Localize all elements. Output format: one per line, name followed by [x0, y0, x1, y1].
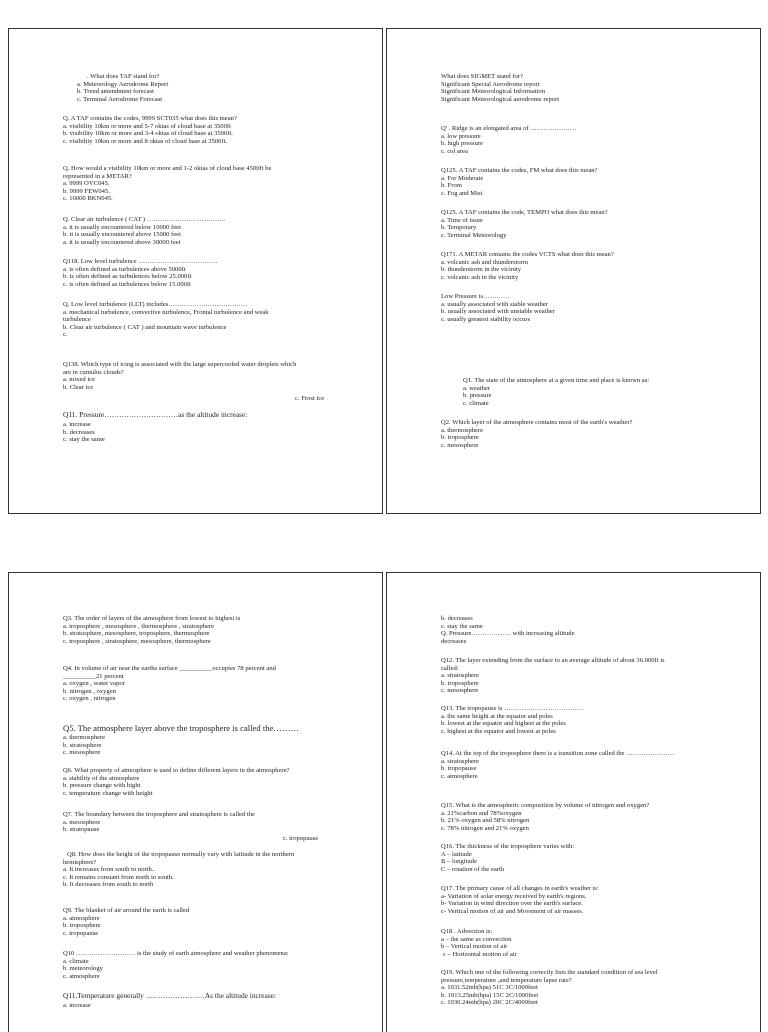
document-page-1: [8, 28, 383, 514]
q7-boundary: Q7. The boundary between the troposphere and stratosphere is called the a. mesosphere b. stratopause: [63, 811, 255, 834]
q5-options: a. thermosphere b. stratosphere c. mesosphere: [63, 734, 106, 757]
q3-layer-order: Q3. The order of layers of the atmosphere from lowest to highest is a. troposphere , mesosphere , thermosphere , stratosphere b. stratosphere, mesosphere, troposphere, thermosphere c. troposphere , stratosphere, mesosphere, thermosphere: [63, 615, 241, 645]
q7-option-c: c. tropopause: [283, 835, 319, 842]
q12-troposphere-layer: Q12. The layer extending from the surface to an average altitude of about 36.000ft is called: a. stratosphere b. troposphere c. mesosphere: [441, 657, 665, 695]
q-low-pressure: Low Pressure is………… a. usually associated with stable weather b. usually associated with unstable weather c. usually greatest stability occurs: [441, 293, 555, 323]
q16-thickness: Q16. The thickness of the troposphere varies with: A – latitude B – longitude C – rotation of the earth: [441, 843, 575, 873]
q11-options: a. increase b. decreases c. stay the same: [63, 421, 105, 444]
document-page-4: [386, 572, 761, 1032]
q6-layer-property: Q6. What property of atmosphere is used to define different layers in the atmosphere? a. stability of the atmosphere b. pressure change with hight c. temperature change with height: [63, 767, 290, 797]
q-metar-visibility: Q. How would a visibility 10km or more and 1-2 oktas of cloud base 4500ft be represented in a METAR? a. 9999 OVC045. b. 9999 FEW045. c. 10000 BKN045.: [63, 165, 272, 203]
q-sigmet-meaning: What does SIGMET stand for? Significant Special Aerodrome report Significant Meteorological Information Significant Meteorological aerodrome report: [441, 73, 560, 103]
q125-tempo: Q125. A TAF contains the code, TEMPO what does this mean? a. Time of issue b. Temporary c. Terminal Meteorology: [441, 209, 608, 239]
q11-temperature-options: a. increase: [63, 1002, 91, 1009]
q-clear-air-turbulence: Q. Clear air turbulence ( CAT ) ……………………………… a. it is usually encountered below 10000 feet b. it is usually encountered above 15000 feet a. it is usually encountered above 30000 feet: [63, 216, 226, 246]
q15-composition: Q15. What is the atmospheric composition by volume of nitrogen and oxygen? a. 21%carbon and 78%oxygen b. 21% oxygen and 58% nitrogen c. 78% nitrogen and 21% oxygen: [441, 802, 650, 832]
q-pressure-altitude: b. decreases c. stay the same Q. Pressure……………… with increasing altitude decreases: [441, 615, 575, 645]
q125-fm: Q125. A TAF contains the codes, FM what does this mean? a. For Moderate b. From c. Fog and Mist: [441, 167, 598, 197]
q2-weather-layer: Q2. Which layer of the atmosphere contains most of the earth's weather? a. thermosphere b. troposphere c. mesosphere: [441, 419, 633, 449]
q-taf-sct035: Q. A TAF contains the codes, 9999 SCT035 what does this mean? a. visibility 10km or more and 5-7 oktas of cloud base at 3500ft b. visibility 10km or more and 3-4 oktas of cloud base at 3500ft. c. visibility 10km or more and 8 oktas of cloud base at 3500ft.: [63, 115, 237, 145]
document-page-3: [8, 572, 383, 1032]
document-page-2: [386, 28, 761, 514]
q-taf-meaning: . What does TAF stand for? a. Meteorology Aerodrome Report b. Trend amendment forecast c. Terminal Aerodrome Forecast: [77, 73, 169, 103]
q1-state-of-atmosphere: Q1. The state of the atmosphere at a given time and place is known as: a. weather b. pressure c. climate: [463, 377, 650, 407]
q138-option-c: c. Frost ice: [295, 395, 325, 402]
q13-tropopause: Q13. The tropopause is ……………………………… a. the same height at the equator and poles b. lowest at the equator and highest at the poles c. highest at the equator and lowest at poles: [441, 705, 584, 735]
q138-icing: Q138. Which type of icing is associated with the large supercooled water droplets which are in cumulus clouds? a. mixed ice b. Clear ice: [63, 361, 297, 391]
q171-vcts: Q171. A METAR contains the codes VCTS what does this mean? a. volcanic ash and thunderstorm b. thunderstorm in the vicinity c. volcanic ash in the vicinity: [441, 251, 614, 281]
q9-blanket-of-air: Q9. The blanket of air around the earth is called a. atmosphere b. troposphere c. tropopause: [63, 907, 190, 937]
q-ridge: Q' . Ridge is an elongated area of ………………… a. low pressure b. high pressure c. col area: [441, 125, 577, 155]
q10-meteorology: Q10 ……………………… is the study of earth atmosphere and weather phenomena: a. climate b. meteorology c. atmosphere: [63, 950, 289, 980]
q17-primary-cause: Q17. The primary cause of all changes in earth's weather is: a- Variation of solar energy received by earth's regions. b- Variation in wind direction over the earth's surface. c- Vertical motion of air and Movement of air masses.: [441, 885, 599, 915]
q118-low-level-turbulence: Q118. Low level turbulence ……………………………… a. is often defined as turbulences above 5000ft b. is often defined as turbulences below 25.000ft c. is often defined as turbulences below 15.000ft: [63, 258, 218, 288]
q11-pressure: Q11. Pressure…………………………as the altitude increase:: [63, 410, 248, 419]
q11-temperature: Q11.Temperature generally ……………………As the altitude increase:: [63, 991, 277, 1000]
q4-air-volume: Q4. In volume of air near the earths surface __________occupies 78 percent and __________21 percent a. oxygen , water vapor b. nitrogen , oxygen c. oxygen , nitrogen: [63, 665, 276, 703]
q8-tropopause-height: Q8. How does the height of the tropopause normally vary with latitude in the northern hemisphere? a. It increases from south to north.. c. It remains constant from north to south. b. It decreases from south to north: [63, 851, 295, 889]
q5-above-troposphere: Q5. The atmosphere layer above the troposphere is called the………: [63, 723, 300, 733]
q-llt-includes: Q. Low level turbulence (LLT) includes……………………………… a. mechanical turbulence, convective turbulence, Frontal turbulence and weak turbulence b. Clear air turbulence ( CAT ) and mountain wave turbulence c.: [63, 301, 269, 339]
q18-advection: Q18 . Advection is: a – the same as convection b – Vertical motion of air c – Horizontal motion of air: [441, 928, 517, 958]
q14-transition-zone: Q14. At the top of the troposphere there is a transition zone called the …………………. a. stratosphere b. tropopause c. atmosphere: [441, 750, 674, 780]
q19-standard-conditions: Q19. Which one of the following correctly lists the standard condition of sea level pressure,temperature ,and temperature lapse rate? a. 1031.52mb(hpa) 51C 3C/1000feet b. 1013.25mb(hpa) 15C 2C/1000feet c. 1030.24mb(hpa) 20C 2C/4000feet: [441, 969, 658, 1007]
